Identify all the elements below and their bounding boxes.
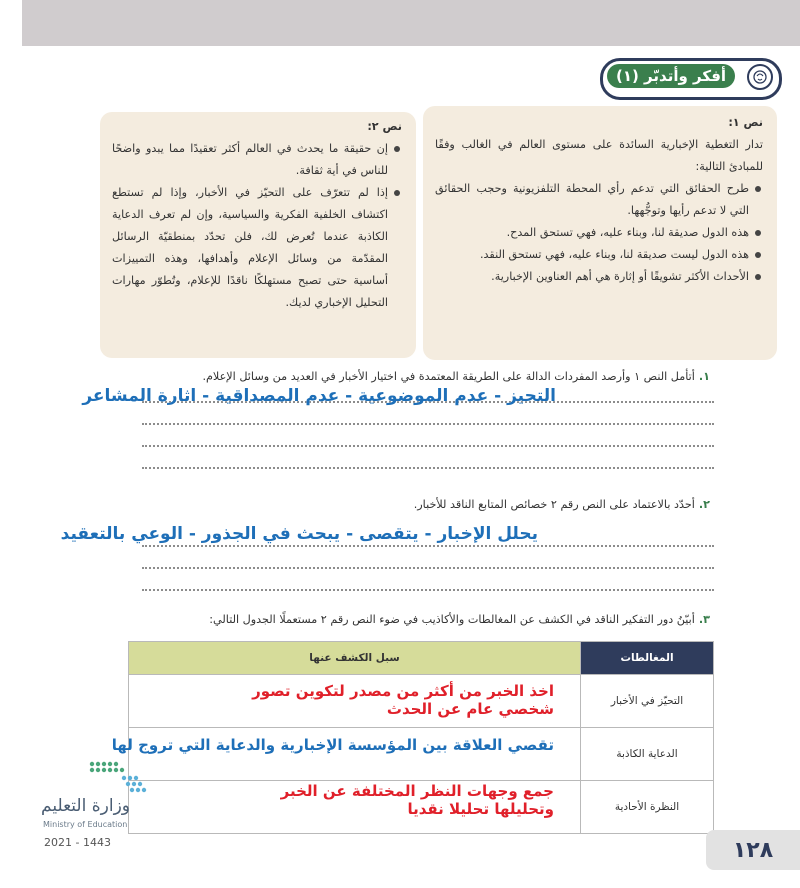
table-cell-label: التحيّز في الأخبار (581, 675, 714, 728)
list-item: هذه الدول ليست صديقة لنا، وبناء عليه، فهي تستحق النقد. (435, 244, 749, 266)
section-title-pill (600, 58, 782, 100)
top-gray-band (22, 0, 800, 46)
table-answer-1: اخذ الخبر من أكثر من مصدر لتكوين تصور شخصي عام عن الحدث (252, 682, 554, 718)
text-2-label: نص ٢: (367, 120, 402, 133)
text-1-list (435, 178, 763, 288)
text-1-box (423, 106, 777, 360)
question-1-number: ١. (698, 370, 710, 383)
thinking-head-icon (747, 64, 773, 90)
text-2-list (112, 138, 402, 314)
section-title: أفكر وأتدبّر (١) (607, 64, 735, 88)
answer-line (142, 444, 714, 447)
question-2-answer[interactable]: يحلل الإخبار - يتقصى - يبحث في الجذور - الوعي بالتعقيد (60, 524, 538, 544)
list-item: طرح الحقائق التي تدعم رأي المحطة التلفزيونية وحجب الحقائق التي لا تدعم رأيها وتوجُّهها. (435, 178, 749, 222)
question-3 (209, 613, 710, 626)
list-item: الأحداث الأكثر تشويقًا أو إثارة هي أهم العناوين الإخبارية. (435, 266, 749, 288)
table-answer-2: تقصي العلاقة بين المؤسسة الإخبارية والدعاية التي تروج لها (111, 736, 554, 754)
table-answer-3: جمع وجهات النظر المختلفة عن الخبر وتحليلها تحليلا نقديا (280, 782, 554, 818)
answer-line (142, 566, 714, 569)
question-2-text: أحدّد بالاعتماد على النص رقم ٢ خصائص المتابع الناقد للأخبار. (413, 498, 695, 511)
question-1 (202, 370, 710, 383)
answer-line (142, 422, 714, 425)
ministry-name-en: Ministry of Education (43, 820, 128, 829)
list-item: إذا لم تتعرّف على التحيّز في الأخبار، وإذا لم تستطع اكتشاف الخلفية الفكرية والسياسية، وإن لم تعرف الدعاية الكاذبة عندما تُعرض لك، فلن تحدّد بمنطقيّة الرسائل المقدّمة من وسائل الإعلام وأهدافها، وهذه التمييزات أساسية حتى تصبح مستهلكًا ناقدًا للإعلام، وتُطوّر مهارات التحليل الإخباري لديك. (112, 182, 388, 314)
answer-line (142, 466, 714, 469)
edition-year: 2021 - 1443 (44, 836, 111, 849)
table-cell-label: النظرة الأحادية (581, 781, 714, 834)
question-1-text: أتأمل النص ١ وأرصد المفردات الدالة على الطريقة المعتمدة في اختيار الأخبار في العديد من وسائل الإعلام. (202, 370, 695, 383)
ministry-logo (40, 758, 150, 848)
question-2 (414, 498, 710, 511)
text-1-label: نص ١: (728, 116, 763, 129)
page-number: ١٢٨ (706, 830, 800, 870)
question-3-text: أبيّنُ دور التفكير الناقد في الكشف عن المغالطات والأكاذيب في ضوء النص رقم ٢ مستعملًا الجدول التالي: (209, 613, 695, 626)
list-item: هذه الدول صديقة لنا، وبناء عليه، فهي تستحق المدح. (435, 222, 749, 244)
answer-line (142, 544, 714, 547)
ministry-name-ar: وزارة التعليم (41, 796, 130, 816)
answer-line (142, 588, 714, 591)
table-header-detection: سبل الكشف عنها (129, 642, 581, 675)
ministry-logo-mark-icon (84, 758, 150, 794)
text-1-intro: تدار التغطية الإخبارية السائدة على مستوى العالم في الغالب وفقًا للمبادئ التالية: (435, 138, 763, 173)
list-item: إن حقيقة ما يحدث في العالم أكثر تعقيدًا مما يبدو واضحًا للناس في أية ثقافة. (112, 138, 388, 182)
question-1-answer[interactable]: التحيز - عدم الموضوعية - عدم المصداقية - اثارة المشاعر (82, 386, 556, 406)
table-cell-label: الدعاية الكاذبة (581, 728, 714, 781)
table-header-fallacies: المغالطات (581, 642, 714, 675)
text-2-box (100, 112, 416, 358)
question-2-number: ٢. (698, 498, 710, 511)
question-3-number: ٣. (698, 613, 710, 626)
